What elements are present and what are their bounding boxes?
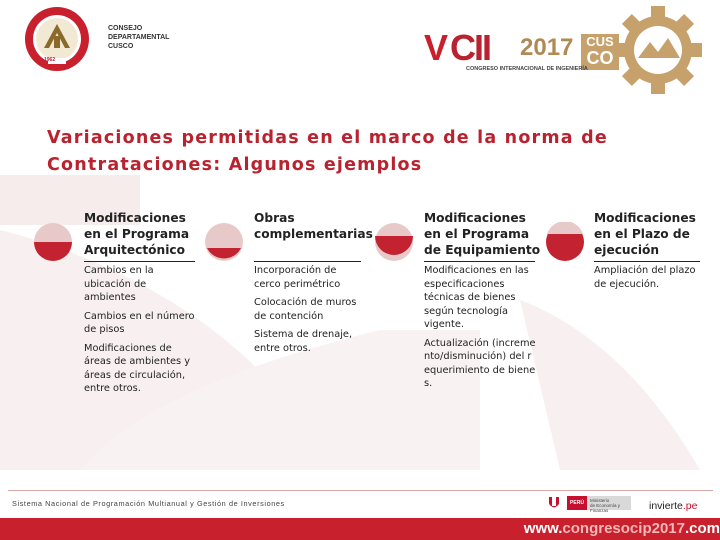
- column-divider: [84, 261, 195, 262]
- url-prefix: www.: [523, 520, 563, 537]
- category-circle-icon: [545, 222, 585, 262]
- column-divider: [594, 261, 700, 262]
- congreso-year: 2017: [520, 34, 574, 61]
- list-item: Actualización (incremento/disminución) del requerimiento de bienes.: [424, 337, 536, 389]
- gear-icon: [614, 6, 702, 94]
- column-heading-equipamiento: [424, 210, 540, 258]
- heading-line: Modificaciones: [424, 211, 526, 225]
- consejo-departamental-label: [108, 24, 198, 51]
- heading-line: Obras: [254, 211, 295, 225]
- consejo-line-1: CONSEJO: [108, 25, 143, 32]
- peru-ministry-badge: [567, 496, 631, 513]
- list-item: Cambios en el número de pisos: [84, 310, 195, 335]
- list-item: Modificaciones de áreas de ambientes y áreas de circulación, entre otros.: [84, 342, 191, 394]
- category-circle-icon: [374, 222, 414, 262]
- list-item: Colocación de muros de contención: [254, 297, 357, 322]
- ministry-line: de Economía y Finanzas: [590, 503, 621, 513]
- consejo-line-2: DEPARTAMENTAL: [108, 34, 170, 41]
- column-divider: [424, 261, 535, 262]
- slide-title: [47, 125, 687, 179]
- website-url[interactable]: [524, 518, 720, 540]
- invierte-suffix: .pe: [682, 500, 698, 512]
- column-items-equipamiento: [424, 264, 536, 396]
- column-heading-arquitectonico: [84, 210, 189, 258]
- category-circle-icon: [33, 222, 73, 262]
- heading-line: Modificaciones: [594, 211, 696, 225]
- list-item: Cambios en la ubicación de ambientes: [84, 265, 154, 303]
- title-line-1: Variaciones permitidas en el marco de la norma de: [47, 128, 608, 148]
- column-items-plazo: [594, 264, 704, 296]
- url-main: congresocip2017: [562, 520, 685, 537]
- list-item: Ampliación del plazo de ejecución.: [594, 265, 696, 290]
- column-heading-plazo: [594, 210, 696, 258]
- heading-line: de Equipamiento: [424, 243, 541, 257]
- url-suffix: .com: [684, 520, 720, 537]
- congreso-city-bottom: CO: [586, 48, 614, 68]
- heading-line: en el Programa: [424, 227, 530, 241]
- congreso-cii: CII: [450, 27, 491, 68]
- invierte-logo: [649, 500, 697, 512]
- invierte-prefix: invierte: [649, 500, 683, 512]
- ministry-label: [590, 498, 631, 513]
- list-item: Sistema de drenaje, entre otros.: [254, 329, 353, 354]
- heading-line: en el Programa: [84, 227, 190, 241]
- footer-divider: [8, 490, 713, 491]
- footer-system-text: Sistema Nacional de Programación Multianual y Gestión de Inversiones: [12, 499, 285, 508]
- list-item: Modificaciones en las especificaciones técnicas de bienes según tecnología vigente.: [424, 265, 529, 330]
- heading-line: ejecución: [594, 243, 660, 257]
- colegio-ingenieros-logo: [24, 6, 90, 72]
- consejo-line-3: CUSCO: [108, 43, 134, 50]
- column-heading-obras: [254, 210, 373, 242]
- congreso-subtitle: CONGRESO INTERNACIONAL DE INGENIERÍA: [466, 66, 588, 72]
- heading-line: complementarias: [254, 227, 373, 241]
- peru-shield-icon: [548, 496, 560, 508]
- list-item: Incorporación de cerco perimétrico: [254, 265, 341, 290]
- column-items-arquitectonico: [84, 264, 196, 401]
- congreso-roman: V: [424, 27, 449, 68]
- congreso-city: [581, 34, 619, 70]
- heading-line: en el Plazo de: [594, 227, 690, 241]
- column-divider: [254, 261, 361, 262]
- title-line-2: Contrataciones: Algunos ejemplos: [47, 155, 423, 175]
- logo-year: 1962: [44, 57, 56, 63]
- column-items-obras: [254, 264, 362, 360]
- congreso-city-top: CUS: [586, 34, 614, 49]
- category-circle-icon: [204, 222, 244, 262]
- heading-line: Arquitectónico: [84, 243, 185, 257]
- peru-label: PERÚ: [567, 496, 587, 510]
- ministry-line: Ministerio: [590, 498, 610, 503]
- heading-line: Modificaciones: [84, 211, 186, 225]
